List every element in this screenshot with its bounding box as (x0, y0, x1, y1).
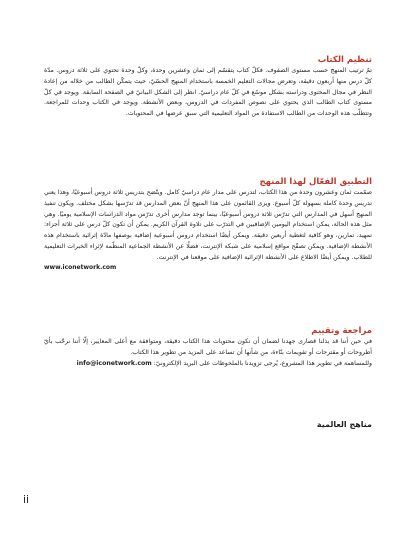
section-book-organization (44, 54, 372, 120)
contact-paragraph (44, 359, 372, 370)
signature: مناهج العالمية (316, 420, 372, 429)
section-heading: مراجعة وتقييم (311, 326, 372, 336)
section-effective-implementation (44, 176, 372, 271)
page-number: ii (23, 493, 30, 506)
section-paragraph: في حين أننا قد بذلنا قصارى جهدنا لضمان أن تكون محتويات هذا الكتاب دقيقة، ومتوافقة مع أعلى المعايير، إلّا أننا نرحّب بأيّ أطروحات أو مقترحات أو تقويمات بنّاءة، من شأنها أن تساعد على المزيد من تطوير هذا الكتاب. (44, 338, 372, 356)
section-paragraph: تمّ ترتيب المنهج حسب مستوى الصفوف. فكلّ كتاب يتقسّم إلى ثمان وعشرين وحدة، وكلّ وحدة تحتوي على ثلاثة دروس. مدّة كلّ درس منها أربعون دقيقة، وتعرض مجالات التعليم الخمسة باستخدام المنهج الحسّيّ، حيث يتمكّن الطالب من خلاله من إعادة النظر في مجال المحتوى ودراسته بشكل موسّع في كلّ عام دراسيّ. انظر إلى الشكل البيانيّ في الصفحة السابقة. ويوجد في كلّ مستوى كتاب الطالب الذي يحتوي على نصوص المفردات في الدروس، وبعض الأنشطة. ويوجد في الكتاب وحدات للمراجعة. وتتطلّب هذه الوحدات من الطالب الاستفادة من المواد التعليمية التي سبق عرضها في المحتويات. (44, 67, 372, 118)
section-heading: التطبيق الفعّال لهذا المنهج (259, 177, 372, 187)
signature-block (44, 420, 372, 429)
section-heading: تنظيم الكتاب (317, 55, 372, 65)
contact-text: وللمساهمة في تطوير هذا المشروع، يُرجى تزويدنا بالملحوظات على البريد الإلكترونيّ: (153, 359, 372, 367)
section-paragraph: صمّمت ثمان وعشرون وحدة من هذا الكتاب، لتدرس على مدار عام دراسيّ كامل. ويتّضح بتدريس ثلاثة دروس أسبوعيًا، وهذا يعني تدريس وحدة كاملة بسهولة كلّ أسبوع. ويرى القائمون على هذا المنهج أنّ بعض المدارس قد تدرّسها بشكل مختلف. ويكون تنفيذ المنهج أسهل في المدارس التي تدرّس ثلاثة دروس أسبوعيًا، بينما توجد مدارس أخرى تدرّس مواد الدراسات الإسلامية يوميًا. وهي مثل هذه الحالة، يمكن استخدام اليومين الإضافيين في التدرّب على تلاوة القرآن الكريم. يمكن أن تكون كلّ درس على ثلاثة أجزاء: تمهيد، تمارين، وهو كافية لتغطية أربعين دقيقة. ويمكن أيضًا استخدام دروس أسبوعية إضافية بوصفها مادّة إثرائية باستخدام هذه الأنشطة الإضافية. ويمكن تصفّح مواقع إسلامية على شبكة الإنترنت، فضلًا عن الأنشطة الجماعية المنظّمة لإثراء الخبرات التعليمية للطلاب. ويمكن أيضًا الاطلاع على الأنشطة الإثرائية الإضافية على موقعنا في الإنترنت. (44, 189, 372, 261)
website-link[interactable]: www.iconetwork.com (44, 263, 117, 271)
email-link[interactable]: info@iconetwork.com (76, 359, 152, 367)
section-review-evaluation (44, 325, 372, 369)
